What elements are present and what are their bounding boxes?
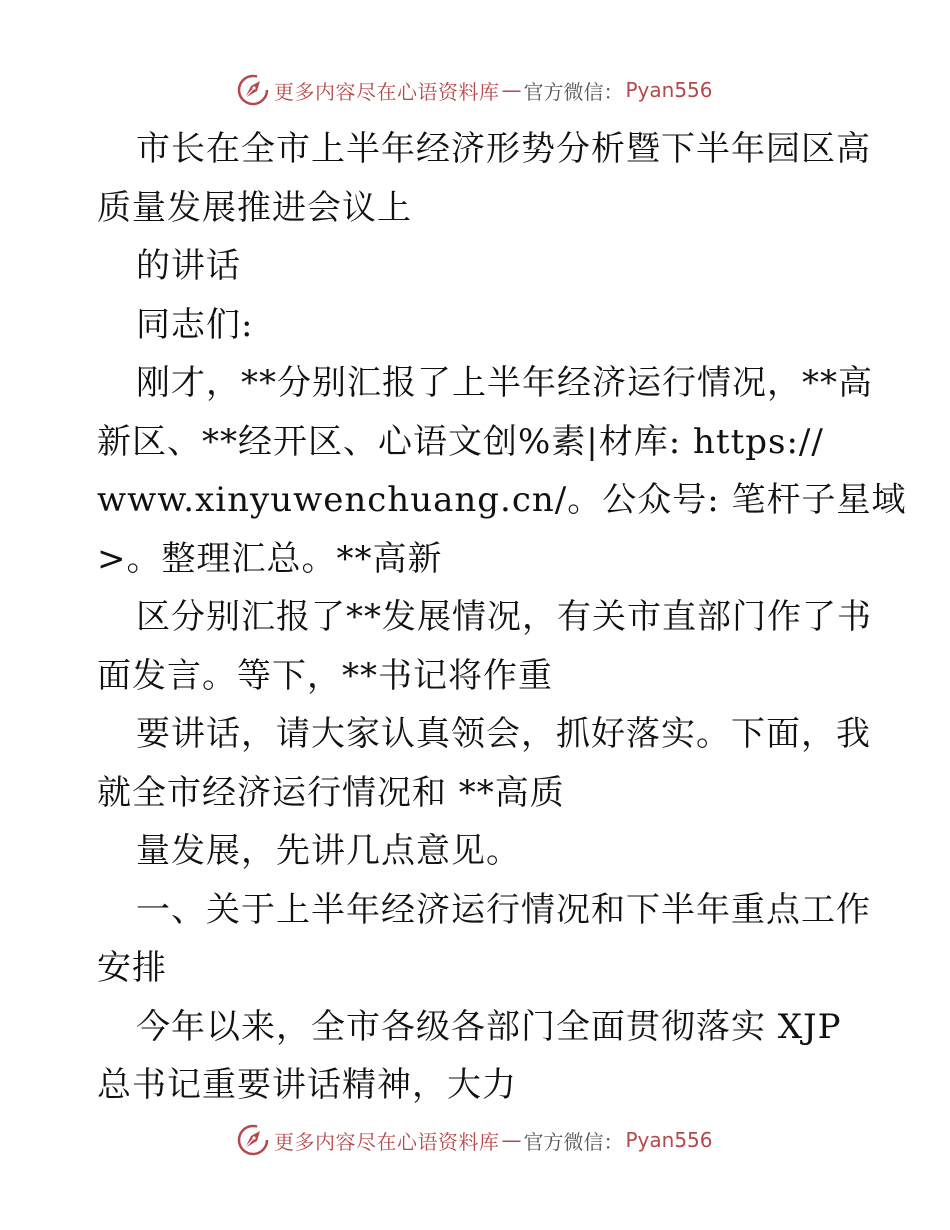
title-line-1: 市长在全市上半年经济形势分析暨下半年园区高 — [136, 129, 871, 169]
section-heading: 一、关于上半年经济运行情况和下半年重点工作 — [136, 889, 871, 930]
banner-wechat-label: 官方微信： — [523, 79, 624, 104]
paragraph-line: 面发言。等下，**书记将作重 — [97, 655, 553, 696]
title-line-2: 质量发展推进会议上 — [97, 187, 412, 228]
paragraph-line: 新区、**经开区、心语文创%素|材库: https:// — [97, 421, 824, 462]
banner-main-text: 更多内容尽在心语资料库 — [274, 79, 500, 104]
banner-wechat-id: Pyan556 — [625, 1128, 713, 1152]
banner-wechat-id: Pyan556 — [625, 78, 713, 102]
salutation: 同志们: — [136, 304, 254, 345]
banner-main-text: 更多内容尽在心语资料库 — [274, 1129, 500, 1154]
header-watermark-banner — [236, 72, 713, 108]
paragraph-line: 要讲话，请大家认真领会，抓好落实。下面，我 — [136, 714, 871, 754]
banner-wechat-label: 官方微信： — [523, 1129, 624, 1154]
footer-watermark-banner — [236, 1122, 713, 1158]
paragraph-line: 总书记重要讲话精神，大力 — [97, 1065, 517, 1105]
banner-dash: — — [501, 1128, 522, 1152]
paragraph-line: 区分别汇报了**发展情况，有关市直部门作了书 — [136, 597, 872, 637]
paragraph-line: >。整理汇总。**高新 — [97, 538, 443, 579]
section-heading-cont: 安排 — [97, 948, 167, 988]
pen-nib-logo-icon — [236, 73, 270, 107]
paragraph-line: 量发展，先讲几点意见。 — [136, 831, 521, 871]
title-line-3: 的讲话 — [136, 246, 241, 286]
paragraph-line: 就全市经济运行情况和 **高质 — [97, 772, 565, 813]
document-body — [97, 120, 907, 1115]
banner-dash: — — [501, 78, 522, 102]
paragraph-line: 刚才，**分别汇报了上半年经济运行情况，**高 — [136, 363, 873, 403]
paragraph-line: 今年以来，全市各级各部门全面贯彻落实 XJP — [136, 1006, 842, 1047]
pen-nib-logo-icon — [236, 1123, 270, 1157]
paragraph-line: www.xinyuwenchuang.cn/。公众号: 笔杆子星域 — [97, 480, 907, 520]
